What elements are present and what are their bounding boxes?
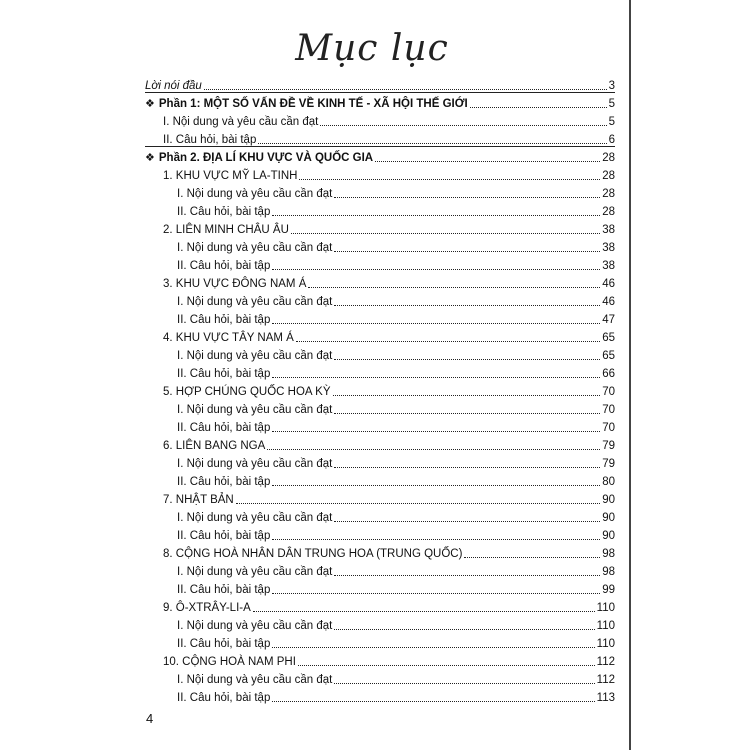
toc-entry-label: I. Nội dung và yêu cầu cần đạt: [177, 566, 333, 578]
toc-entry-label: II. Câu hỏi, bài tập: [177, 422, 271, 434]
toc-entry-page: 28: [602, 152, 615, 164]
page-title: Mục lục: [295, 28, 449, 69]
toc-entry-page: 65: [602, 332, 615, 344]
dot-leader: [267, 449, 600, 450]
toc-entry-label: I. Nội dung và yêu cầu cần đạt: [177, 350, 333, 362]
toc-entry-label: I. Nội dung và yêu cầu cần đạt: [177, 674, 333, 686]
toc-entry-page: 28: [602, 206, 615, 218]
toc-entry: [163, 165, 615, 183]
toc-entry-page: 46: [602, 296, 615, 308]
toc-entry: [163, 543, 615, 561]
dot-leader: [334, 467, 600, 468]
dot-leader: [272, 701, 594, 702]
toc-entry: [145, 93, 615, 111]
toc-entry: [163, 129, 615, 147]
toc-entry: [177, 525, 615, 543]
dot-leader: [375, 161, 600, 162]
toc-entry-label: 5. HỢP CHÚNG QUỐC HOA KỲ: [163, 386, 331, 398]
dot-leader: [320, 125, 606, 126]
dot-leader: [464, 557, 600, 558]
toc-entry: [177, 507, 615, 525]
toc-entry-page: 113: [596, 692, 615, 704]
section-divider: [145, 92, 615, 93]
toc-entry-page: 112: [596, 674, 615, 686]
dot-leader: [334, 629, 594, 630]
dot-leader: [334, 683, 594, 684]
dot-leader: [334, 413, 600, 414]
toc-entry-label: II. Câu hỏi, bài tập: [177, 530, 271, 542]
dot-leader: [298, 665, 595, 666]
dot-leader: [334, 359, 600, 360]
toc-entry: [163, 597, 615, 615]
dot-leader: [291, 233, 600, 234]
toc-entry: [177, 579, 615, 597]
toc-entry: [177, 255, 615, 273]
toc-entry: [177, 363, 615, 381]
dot-leader: [272, 215, 600, 216]
toc-entry-page: 70: [602, 404, 615, 416]
toc-entry-page: 47: [602, 314, 615, 326]
toc-entry: [177, 615, 615, 633]
toc-entry-page: 110: [596, 602, 615, 614]
toc-entry-label: I. Nội dung và yêu cầu cần đạt: [177, 512, 333, 524]
toc-entry-page: 90: [602, 512, 615, 524]
toc-entry-label: II. Câu hỏi, bài tập: [177, 476, 271, 488]
dot-leader: [272, 647, 594, 648]
toc-entry: [163, 273, 615, 291]
toc-entry: [145, 75, 615, 93]
toc-entry: [163, 651, 615, 669]
toc-entry-page: 80: [602, 476, 615, 488]
toc-entry: [177, 417, 615, 435]
toc-entry-page: 5: [608, 98, 615, 110]
toc-entry-page: 112: [596, 656, 615, 668]
toc-entry-label: I. Nội dung và yêu cầu cần đạt: [177, 620, 333, 632]
dot-leader: [334, 521, 600, 522]
toc-entry-page: 110: [596, 638, 615, 650]
book-page: [115, 0, 631, 750]
dot-leader: [272, 539, 600, 540]
toc-entry-page: 110: [596, 620, 615, 632]
toc-entry: [163, 489, 615, 507]
toc-entry-page: 70: [602, 386, 615, 398]
toc-entry-label: I. Nội dung và yêu cầu cần đạt: [177, 188, 333, 200]
toc-entry: [177, 561, 615, 579]
toc-entry-page: 98: [602, 548, 615, 560]
toc-entry-label: Lời nói đầu: [145, 80, 202, 92]
dot-leader: [334, 575, 600, 576]
toc-entry-label: II. Câu hỏi, bài tập: [177, 368, 271, 380]
toc-entry: [163, 219, 615, 237]
toc-entry-page: 90: [602, 530, 615, 542]
toc-entry-page: 98: [602, 566, 615, 578]
page-number: 4: [146, 711, 154, 726]
toc-entry: [177, 291, 615, 309]
toc-entry-label: 9. Ô-XTRÂY-LI-A: [163, 602, 251, 614]
toc-entry-label: II. Câu hỏi, bài tập: [177, 638, 271, 650]
dot-leader: [204, 89, 607, 90]
toc-entry: [177, 201, 615, 219]
dot-leader: [272, 485, 600, 486]
dot-leader: [334, 197, 600, 198]
toc-entry: [145, 147, 615, 165]
toc-entry-label: I. Nội dung và yêu cầu cần đạt: [177, 458, 333, 470]
toc-entry: [177, 399, 615, 417]
dot-leader: [308, 287, 600, 288]
toc-entry-label: II. Câu hỏi, bài tập: [177, 314, 271, 326]
toc-entry-page: 79: [602, 458, 615, 470]
dot-leader: [470, 107, 607, 108]
toc-entry-label: I. Nội dung và yêu cầu cần đạt: [177, 404, 333, 416]
toc-entry-label: Phần 2. ĐỊA LÍ KHU VỰC VÀ QUỐC GIA: [158, 152, 374, 164]
toc-entry-label: 2. LIÊN MINH CHÂU ÂU: [163, 224, 289, 236]
dot-leader: [299, 179, 600, 180]
dot-leader: [272, 593, 600, 594]
dot-leader: [253, 611, 595, 612]
toc-entry-label: II. Câu hỏi, bài tập: [177, 692, 271, 704]
dot-leader: [272, 377, 600, 378]
dot-leader: [258, 143, 606, 144]
toc-entry: [177, 633, 615, 651]
toc-entry: [177, 183, 615, 201]
toc-entry-page: 90: [602, 494, 615, 506]
toc-entry-page: 99: [602, 584, 615, 596]
dot-leader: [333, 395, 601, 396]
toc-entry-label: 3. KHU VỰC ĐÔNG NAM Á: [163, 278, 307, 290]
toc-entry-page: 70: [602, 422, 615, 434]
toc-entry-page: 46: [602, 278, 615, 290]
toc-entry: [163, 435, 615, 453]
toc-entry-label: I. Nội dung và yêu cầu cần đạt: [177, 296, 333, 308]
toc-entry-page: 5: [608, 116, 615, 128]
toc-entry-label: 6. LIÊN BANG NGA: [163, 440, 266, 452]
toc-entry-label: 8. CỘNG HOÀ NHÂN DÂN TRUNG HOA (TRUNG QUỐC): [163, 548, 463, 560]
toc-entry: [163, 111, 615, 129]
toc-entry-page: 66: [602, 368, 615, 380]
toc-entry-page: 38: [602, 260, 615, 272]
toc-entry: [177, 687, 615, 705]
dot-leader: [296, 341, 600, 342]
toc-entry-label: II. Câu hỏi, bài tập: [177, 584, 271, 596]
toc-entry-label: 7. NHẬT BẢN: [163, 494, 234, 506]
toc-entry-label: Phần 1: MỘT SỐ VẤN ĐỀ VỀ KINH TẾ - XÃ HỘI THẾ GIỚI: [158, 98, 468, 110]
toc-entry: [163, 327, 615, 345]
toc-entry-page: 28: [602, 170, 615, 182]
toc-entry-label: II. Câu hỏi, bài tập: [177, 260, 271, 272]
toc-entry-page: 6: [608, 134, 615, 146]
dot-leader: [272, 323, 600, 324]
dot-leader: [272, 269, 600, 270]
toc-entry-page: 3: [608, 80, 615, 92]
toc-entry-page: 38: [602, 242, 615, 254]
dot-leader: [334, 305, 600, 306]
toc-entry-page: 65: [602, 350, 615, 362]
toc-entry: [177, 669, 615, 687]
section-divider: [145, 146, 615, 147]
toc-entry-label: 10. CỘNG HOÀ NAM PHI: [163, 656, 296, 668]
toc-entry: [177, 471, 615, 489]
toc-entry-page: 38: [602, 224, 615, 236]
toc-entry-page: 28: [602, 188, 615, 200]
dot-leader: [334, 251, 600, 252]
toc-entry-label: 1. KHU VỰC MỸ LA-TINH: [163, 170, 298, 182]
diamond-bullet-icon: ❖: [145, 98, 155, 110]
toc-entry: [177, 237, 615, 255]
toc-entry: [177, 345, 615, 363]
toc-entry-label: I. Nội dung và yêu cầu cần đạt: [177, 242, 333, 254]
toc-entry-label: I. Nội dung và yêu cầu cần đạt: [163, 116, 319, 128]
toc-entry-label: II. Câu hỏi, bài tập: [177, 206, 271, 218]
toc-entry-page: 79: [602, 440, 615, 452]
dot-leader: [272, 431, 600, 432]
dot-leader: [236, 503, 600, 504]
toc-entry-label: 4. KHU VỰC TÂY NAM Á: [163, 332, 294, 344]
toc-entry: [177, 309, 615, 327]
toc-entry: [177, 453, 615, 471]
diamond-bullet-icon: ❖: [145, 152, 155, 164]
toc-entry-label: II. Câu hỏi, bài tập: [163, 134, 257, 146]
toc-entry: [163, 381, 615, 399]
